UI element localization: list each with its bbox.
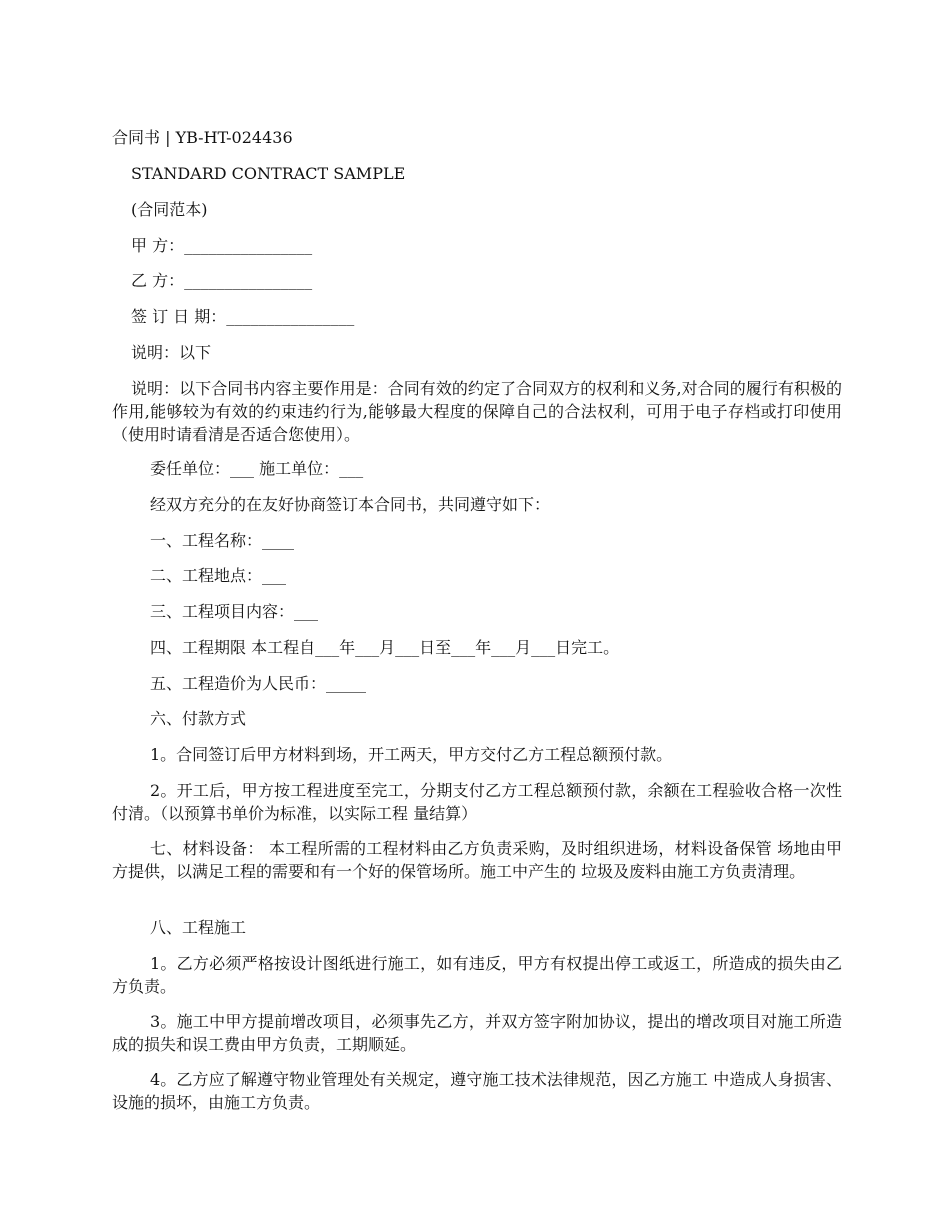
clause-project-content: 三、工程项目内容：___: [150, 602, 319, 621]
construction-item-4: 4。乙方应了解遵守物业管理处有关规定，遵守施工技术法律规范，因乙方施工 中造成人身损害、设施的损坏，由施工方负责。: [112, 1070, 842, 1112]
intro-line: 经双方充分的在友好协商签订本合同书，共同遵守如下：: [150, 495, 551, 514]
construction-item-1: 1。乙方必须严格按设计图纸进行施工，如有违反，甲方有权提出停工或返工，所造成的损失由乙方负责。: [112, 954, 842, 996]
party-b-field: 乙 方：________________: [131, 271, 313, 290]
payment-item-1: 1。合同签订后甲方材料到场，开工两天，甲方交付乙方工程总额预付款。: [150, 745, 673, 764]
clause-project-period: 四、工程期限 本工程自___年___月___日至___年___月___日完工。: [150, 638, 620, 657]
title-chinese: (合同范本): [131, 200, 208, 219]
clause-project-location: 二、工程地点：___: [150, 566, 287, 585]
note-short: 说明：以下: [131, 343, 212, 362]
clause-materials: 七、材料设备： 本工程所需的工程材料由乙方负责采购，及时组织进场，材料设备保管 场地由甲方提供，以满足工程的需要和有一个好的保管场所。施工中产生的 垃圾及废料由施工方负责清理。: [112, 839, 842, 881]
clause-construction-heading: 八、工程施工: [150, 918, 247, 937]
clause-project-price: 五、工程造价为人民币：_____: [150, 674, 367, 693]
note-paragraph: 说明：以下合同书内容主要作用是：合同有效的约定了合同双方的权利和义务,对合同的履行有积极的作用,能够较为有效的约束违约行为,能够最大程度的保障自己的合法权利，可用于电子存档或打印使用（使用时请看清是否适合您使用）。: [112, 379, 842, 444]
document-header: 合同书 | YB-HT-024436: [112, 128, 293, 147]
sign-date-field: 签 订 日 期：________________: [131, 307, 355, 326]
construction-item-3: 3。施工中甲方提前增改项目，必须事先乙方，并双方签字附加协议，提出的增改项目对施工所造成的损失和误工费由甲方负责，工期顺延。: [112, 1012, 842, 1054]
units-line: 委任单位：___ 施工单位：___: [150, 459, 364, 478]
clause-project-name: 一、工程名称：____: [150, 531, 295, 550]
payment-item-2: 2。开工后，甲方按工程进度至完工，分期支付乙方工程总额预付款，余额在工程验收合格一次性付清。（以预算书单价为标准，以实际工程 量结算）: [112, 781, 842, 823]
party-a-field: 甲 方：________________: [131, 236, 313, 255]
title-english: STANDARD CONTRACT SAMPLE: [131, 164, 406, 183]
clause-payment-heading: 六、付款方式: [150, 709, 247, 728]
